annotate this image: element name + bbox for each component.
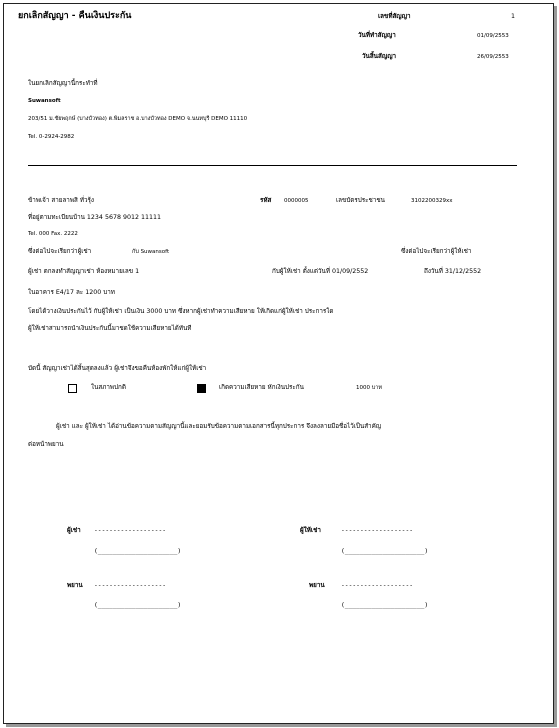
witness-2-sign-line: ------------------- [341,582,414,589]
lessor-tel: Tel. 0-2924-2982 [28,134,75,140]
lessor-called: ซึ่งต่อไปจะเรียกว่าผู้ให้เช่า [401,248,472,255]
lessor-name: Suwansoft [28,98,61,104]
damage-label: เกิดความเสียหาย หักเงินประกัน [219,384,304,391]
deposit-line-2: ผู้ให้เช่าสามารถนำเงินประกันนี้มาชดใช้ความเสียหายได้ทันที [28,325,192,332]
tenant-sign-label: ผู้เช่า [67,527,81,534]
rate-line: ในอาคาร E4/17 ละ 1200 บาท [28,289,115,296]
from-date: กับผู้ให้เช่า ตั้งแต่วันที่ 01/09/2552 [272,268,369,275]
witness-2-sign-label: พยาน [309,582,325,589]
witness-1-sign-label: พยาน [67,582,83,589]
normal-condition-checkbox[interactable] [68,384,77,393]
code-value: 0000005 [284,198,309,204]
header-divider [28,165,517,166]
tel-fax: Tel. 000 Fax. 2222 [28,231,78,237]
lessee-called: ซึ่งต่อไปจะเรียกว่าผู้เช่า [28,248,92,255]
code-label: รหัส [260,197,272,204]
registered-address: ที่อยู่ตามทะเบียนบ้าน 1234 5678 9012 11111 [28,214,162,221]
id-value: 3102200329xx [411,198,453,204]
deduct-value: 1000 บาท [356,385,382,391]
document-page [3,3,554,724]
lessor-sign-label: ผู้ให้เช่า [300,527,321,534]
lessor-name-line: (_____________________) [341,548,429,555]
until-date: ถึงวันที่ 31/12/2552 [424,268,482,275]
tenant-sign-line: ------------------- [94,527,167,534]
contract-date-label: วันที่ทำสัญญา [358,32,396,39]
tenant-agreement: ผู้เช่า ตกลงทำสัญญาเช่า ห้องหมายเลข 1 [28,268,140,275]
damage-checkbox[interactable] [197,384,206,393]
witness-1-sign-line: ------------------- [94,582,167,589]
end-date-label: วันสิ้นสัญญา [362,53,397,60]
with-lessor: กับ Suwansoft [132,249,170,255]
witness-2-name-line: (_____________________) [341,602,429,609]
deposit-line: โดยได้วางเงินประกันไว้ กับผู้ให้เช่า เป็นเงิน 3000 บาท ซึ่งหากผู้เช่าทำความเสียหาย ให้เกิดแก่ผู้ให้เช่า ประการใด [28,308,334,315]
id-label: เลขบัตรประชาชน [336,197,385,204]
tenant-name-line: (_____________________) [94,548,182,555]
document-title: ยกเลิกสัญญา - คืนเงินประกัน [18,11,132,21]
witness-1-name-line: (_____________________) [94,602,182,609]
tenant-line: ข้าพเจ้า สายลาพสิ ทั่วรุ้ง [28,197,94,204]
end-date-value: 26/09/2553 [477,54,509,60]
lessor-sign-line: ------------------- [341,527,414,534]
contract-no-value: 1 [511,13,516,20]
termination-intro: บัดนี้ สัญญาเช่าได้สิ้นสุดลงแล้ว ผู้เช่าจึงขอคืนห้องพักให้แก่ผู้ให้เช่า [28,365,207,372]
contract-date-value: 01/09/2553 [477,33,509,39]
contract-no-label: เลขที่สัญญา [378,13,411,20]
acknowledgement-line-1: ผู้เช่า และ ผู้ให้เช่า ได้อ่านข้อความตามสัญญานี้และยอมรับข้อความตามเอกสารนี้ทุกประการ จึงลงลายมือชื่อไว้เป็นสำคัญ [56,423,382,430]
acknowledgement-line-2: ต่อหน้าพยาน [28,441,64,448]
normal-condition-label: ในสภาพปกติ [91,384,126,391]
lessor-address: 203/51 ม.ชัยพฤกษ์ (บางบัวทอง) ต.พิมลราช อ.บางบัวทอง DEMO จ.นนทบุรี DEMO 11110 [28,116,248,122]
lessor-intro: ในยกเลิกสัญญานี้กระทำที่ [28,80,98,87]
